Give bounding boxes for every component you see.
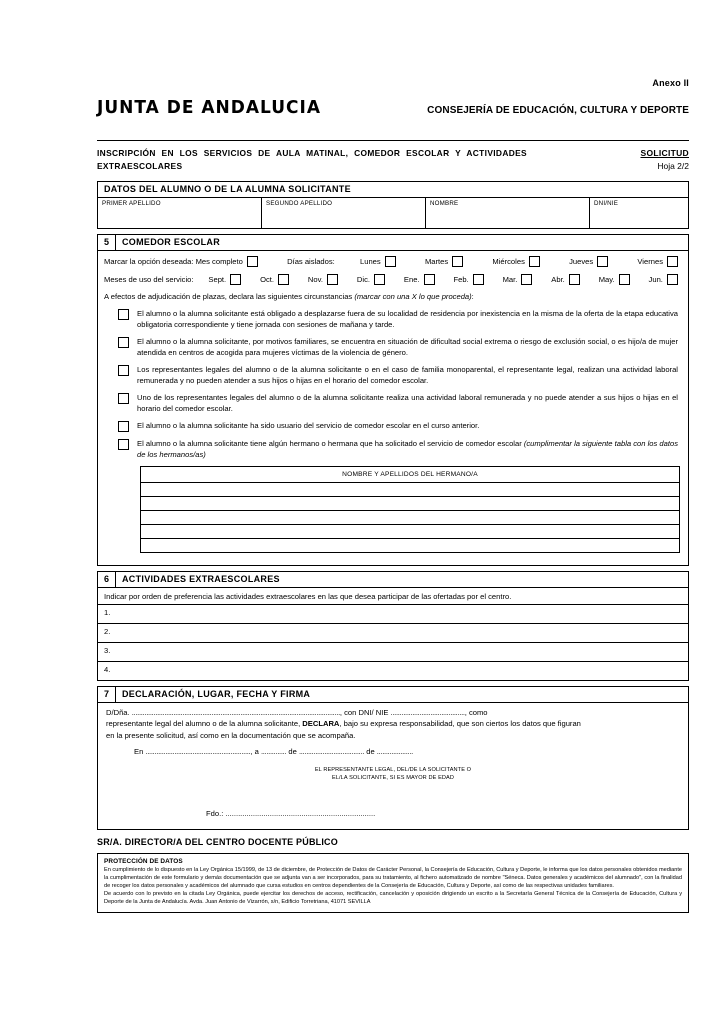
- header-row: [97, 98, 689, 118]
- actividades-intro: Indicar por orden de preferencia las actividades extraescolares en las que desea participar de las ofertadas por el centro.: [98, 588, 688, 605]
- mes-mar-option[interactable]: [503, 274, 537, 285]
- section-title: COMEDOR ESCOLAR: [122, 236, 221, 247]
- claim-item[interactable]: [104, 392, 682, 414]
- page-title: INSCRIPCIÓN EN LOS SERVICIOS DE AULA MATINAL, COMEDOR ESCOLAR Y ACTIVIDADES EXTRAESCOLARES: [97, 148, 527, 171]
- field-segundo-apellido[interactable]: [262, 198, 426, 228]
- circunstancias-intro-text: A efectos de adjudicación de plazas, declara las siguientes circunstancias: [104, 291, 355, 301]
- table-row[interactable]: [141, 496, 680, 510]
- dden-label: D/Dña.: [106, 707, 132, 717]
- table-row[interactable]: [141, 482, 680, 496]
- table-row[interactable]: [141, 538, 680, 552]
- comedor-escolar-section: [97, 234, 689, 566]
- dia-jueves-option[interactable]: [569, 256, 612, 267]
- mes-completo-label: Marcar la opción deseada: Mes completo: [104, 256, 243, 266]
- mes-label: Dic.: [356, 274, 370, 284]
- declaracion-header: [98, 687, 688, 703]
- checkbox-circunstancia-1[interactable]: [118, 309, 129, 320]
- checkbox-sept[interactable]: [230, 274, 241, 285]
- circunstancias-intro-end: :: [471, 291, 474, 301]
- form-title-row: [97, 140, 689, 173]
- claim-item[interactable]: [104, 308, 682, 330]
- declara-prefix: representante legal del alumno o de la alumna solicitante,: [106, 719, 303, 729]
- opcion-deseada-row: [104, 256, 682, 267]
- table-header-row: [141, 466, 680, 482]
- checkbox-nov[interactable]: [327, 274, 338, 285]
- junta-logo-text: JUNTA DE ANDALUCIA: [97, 97, 321, 119]
- actividad-number: 2.: [104, 626, 111, 636]
- actividad-row-4[interactable]: [98, 662, 688, 680]
- nombre-blank[interactable]: ...................................................................................................................: [131, 707, 340, 717]
- de-label-1: de: [286, 746, 299, 756]
- mes-dic-option[interactable]: [357, 274, 389, 285]
- table-row[interactable]: [141, 524, 680, 538]
- claim-item[interactable]: [104, 336, 682, 358]
- anio-blank[interactable]: ....................: [376, 746, 413, 756]
- actividad-row-2[interactable]: [98, 624, 688, 643]
- mes-label: May.: [598, 274, 615, 284]
- mes-label: Sept.: [208, 274, 227, 284]
- hermano-cell[interactable]: [141, 538, 680, 552]
- section-number: 7: [98, 687, 116, 702]
- firma-caption-line-2: EL/LA SOLICITANTE, SI ES MAYOR DE EDAD: [331, 774, 455, 781]
- dni-blank[interactable]: .........................................: [390, 707, 465, 717]
- claim-text: El alumno o la alumna solicitante está obligado a desplazarse fuera de su localidad de residencia por inexistencia en la misma de la oferta de la etapa educativa obligatoria correspondiente y tiene jornada con sesiones de mañana y tarde.: [137, 308, 678, 329]
- field-label: DNI/NIE: [594, 199, 619, 207]
- circunstancias-intro: [104, 292, 682, 301]
- checkbox-miercoles[interactable]: [529, 256, 540, 267]
- claim-item[interactable]: [104, 420, 682, 432]
- checkbox-lunes[interactable]: [385, 256, 396, 267]
- claim-text: El alumno o la alumna solicitante, por motivos familiares, se encuentra en situación de dificultad social extrema o riesgo de exclusión social, o es hijo/a de mujer atendida en centros de acogida para mujeres víctimas de la violencia de género.: [137, 336, 678, 357]
- datos-alumno-title: DATOS DEL ALUMNO O DE LA ALUMNA SOLICITANTE: [98, 182, 688, 198]
- claim-text: Los representantes legales del alumno o de la alumna solicitante o en el caso de familia monoparental, el representante legal, realizan una actividad laboral remunerada y no pueden atender a sus hijos o hijas en el horario del comedor escolar.: [137, 364, 678, 385]
- datos-alumno-fields: [98, 198, 688, 228]
- dia-label: Lunes: [360, 256, 381, 266]
- meses-row: [104, 274, 682, 285]
- section-title: ACTIVIDADES EXTRAESCOLARES: [122, 573, 280, 584]
- field-label: SEGUNDO APELLIDO: [266, 199, 333, 207]
- hermanos-header-cell: NOMBRE Y APELLIDOS DEL HERMANO/A: [141, 466, 680, 482]
- checkbox-martes[interactable]: [452, 256, 463, 267]
- declara-suffix: , bajo su expresa responsabilidad, que son ciertos los datos que figuran: [339, 719, 581, 729]
- field-nombre[interactable]: [426, 198, 590, 228]
- checkbox-ene[interactable]: [424, 274, 435, 285]
- mes-oct-option[interactable]: [260, 274, 293, 285]
- mes-nov-option[interactable]: [308, 274, 342, 285]
- actividad-row-3[interactable]: [98, 643, 688, 662]
- mes-label: Mar.: [502, 274, 518, 284]
- mes-ene-option[interactable]: [404, 274, 439, 285]
- claim-hermanos-italic: (cumplimentar la siguiente tabla con los datos de los hermanos/as): [137, 438, 678, 459]
- dia-label: Viernes: [637, 256, 663, 266]
- mes-abr-option[interactable]: [551, 274, 584, 285]
- declaracion-line-3: en la presente solicitud, así como en la documentación que se acompaña.: [106, 731, 356, 741]
- dia-miercoles-option[interactable]: [492, 256, 544, 267]
- claim-text: Uno de los representantes legales del alumno o de la alumna solicitante realiza una actividad laboral remunerada y no puede atender a sus hijos o hijas en el horario del comedor escolar.: [137, 392, 678, 413]
- datos-alumno-section: [97, 181, 689, 229]
- mes-may-option[interactable]: [599, 274, 634, 285]
- dia-label: Miércoles: [492, 256, 525, 266]
- actividad-number: 1.: [104, 607, 111, 617]
- declaracion-line-1[interactable]: [106, 707, 680, 719]
- proteccion-paragraph-2: De acuerdo con lo previsto en la citada Ley Orgánica, puede ejercitar los derechos de acceso, rectificación, cancelación y oposición dirigiendo un escrito a la Secretaría General Técnica de la Consejería de Educación, Cultura y Deporte de la Junta de Andalucía. Avda. Juan Antonio de Vizarrón, s/n, Edificio Torretriana, 41071 SEVILLA: [104, 890, 682, 905]
- field-label: NOMBRE: [430, 199, 459, 207]
- fdo-line[interactable]: Fdo.: .......................................................................: [206, 809, 376, 819]
- hermanos-table-wrap: [140, 466, 680, 553]
- checkbox-circunstancia-2[interactable]: [118, 337, 129, 348]
- firma-caption-line-1: EL REPRESENTANTE LEGAL, DEL/DE LA SOLICITANTE O: [314, 766, 472, 773]
- hermano-cell[interactable]: [141, 482, 680, 496]
- proteccion-paragraph-1: En cumplimiento de lo dispuesto en la Ley Orgánica 15/1999, de 13 de diciembre, de Protección de Datos de Carácter Personal, la Consejería de Educación, Cultura y Deporte, le informa que los datos personales obtenidos mediante la cumplimentación de este formulario y demás documentación que se adjunta van a ser incorporados, para su tratamiento, al fichero automatizado de nombre "Séneca. Datos generales y académicos del alumnado", con la finalidad de recoger los datos personales y académicos del alumnado que cursa estudios en centros dependientes de la Consejería de Educación, Cultura y Deporte, así como de las respectivas unidades familiares.: [104, 867, 682, 889]
- actividad-number: 4.: [104, 664, 111, 674]
- mes-label: Oct.: [260, 274, 274, 284]
- field-label: PRIMER APELLIDO: [102, 199, 161, 207]
- declara-bold: DECLARA: [302, 719, 340, 729]
- anexo-label: Anexo II: [652, 78, 689, 88]
- proteccion-datos-box: [97, 853, 689, 913]
- solicitud-label: SOLICITUD: [640, 148, 689, 158]
- dni-label: , con DNI/ NIE: [339, 707, 391, 717]
- table-row[interactable]: [141, 510, 680, 524]
- mes-label: Ene.: [403, 274, 420, 284]
- declaracion-line-2: [106, 718, 680, 730]
- en-label: En: [134, 746, 146, 756]
- mes-jun-option[interactable]: [649, 274, 682, 285]
- director-label: SR/A. DIRECTOR/A DEL CENTRO DOCENTE PÚBLICO: [97, 837, 338, 848]
- hermanos-table: [140, 466, 680, 553]
- lugar-blank[interactable]: ..........................................................: [145, 746, 251, 756]
- meses-label: Meses de uso del servicio:: [104, 274, 194, 284]
- claim-item[interactable]: [104, 364, 682, 386]
- mes-completo-option[interactable]: [104, 256, 262, 267]
- checkbox-viernes[interactable]: [667, 256, 678, 267]
- mes-label: Abr.: [551, 274, 565, 284]
- mes-feb-option[interactable]: [453, 274, 487, 285]
- section-number: 5: [98, 235, 116, 250]
- mes-label: Feb.: [453, 274, 469, 284]
- hermano-cell[interactable]: [141, 510, 680, 524]
- de-label-2: de: [364, 746, 377, 756]
- field-dni-nie[interactable]: [590, 198, 688, 228]
- checkbox-oct[interactable]: [278, 274, 289, 285]
- checkbox-circunstancia-3[interactable]: [118, 365, 129, 376]
- consejeria-label: CONSEJERÍA DE EDUCACIÓN, CULTURA Y DEPORTE: [427, 105, 689, 116]
- checkbox-feb[interactable]: [473, 274, 484, 285]
- dias-aislados-label-wrap: [287, 257, 335, 266]
- section-title: DECLARACIÓN, LUGAR, FECHA Y FIRMA: [122, 688, 311, 699]
- hermano-cell[interactable]: [141, 496, 680, 510]
- solicitud-block: [640, 147, 689, 173]
- checkbox-circunstancia-5[interactable]: [118, 421, 129, 432]
- checkbox-dic[interactable]: [374, 274, 385, 285]
- field-primer-apellido[interactable]: [98, 198, 262, 228]
- dias-aislados-label: Días aislados:: [287, 256, 335, 266]
- checkbox-abr[interactable]: [569, 274, 580, 285]
- actividad-row-1[interactable]: [98, 605, 688, 624]
- comedor-body: [98, 251, 688, 565]
- section-number: 6: [98, 572, 116, 587]
- declaracion-lugar-fecha[interactable]: [106, 746, 680, 758]
- mes-label: Jun.: [648, 274, 663, 284]
- a-label: , a: [250, 746, 261, 756]
- checkbox-circunstancia-6[interactable]: [118, 439, 129, 450]
- checkbox-mes-completo[interactable]: [247, 256, 258, 267]
- meses-label-wrap: [104, 275, 193, 284]
- checkbox-jueves[interactable]: [597, 256, 608, 267]
- como-label: , como: [464, 707, 488, 717]
- firma-caption: [106, 766, 680, 783]
- dia-label: Jueves: [569, 256, 594, 266]
- actividades-extraescolares-section: [97, 571, 689, 681]
- comedor-header: [98, 235, 688, 251]
- hermano-cell[interactable]: [141, 524, 680, 538]
- dia-blank[interactable]: ..............: [260, 746, 287, 756]
- declaracion-body: [98, 703, 688, 830]
- dia-martes-option[interactable]: [425, 256, 467, 267]
- dia-lunes-option[interactable]: [360, 256, 400, 267]
- actividades-header: [98, 572, 688, 588]
- claim-hermanos-main: El alumno o la alumna solicitante tiene algún hermano o hermana que ha solicitado el servicio de comedor escolar: [137, 438, 524, 448]
- proteccion-title: PROTECCIÓN DE DATOS: [104, 858, 183, 866]
- checkbox-mar[interactable]: [521, 274, 532, 285]
- circunstancias-intro-italic: (marcar con una X lo que proceda): [354, 291, 472, 301]
- mes-sept-option[interactable]: [208, 274, 245, 285]
- actividad-number: 3.: [104, 645, 111, 655]
- dia-label: Martes: [424, 256, 449, 266]
- checkbox-jun[interactable]: [667, 274, 678, 285]
- dia-viernes-option[interactable]: [637, 256, 682, 267]
- checkbox-circunstancia-4[interactable]: [118, 393, 129, 404]
- claim-item-hermanos[interactable]: [104, 438, 682, 460]
- claim-text-hermanos: [137, 438, 682, 460]
- checkbox-may[interactable]: [619, 274, 630, 285]
- mes-blank[interactable]: ....................................: [298, 746, 365, 756]
- declaracion-section: [97, 686, 689, 831]
- hoja-label: Hoja 2/2: [657, 160, 689, 171]
- claim-text: El alumno o la alumna solicitante ha sido usuario del servicio de comedor escolar en el curso anterior.: [137, 420, 480, 430]
- form-content: [97, 78, 689, 913]
- mes-label: Nov.: [307, 274, 323, 284]
